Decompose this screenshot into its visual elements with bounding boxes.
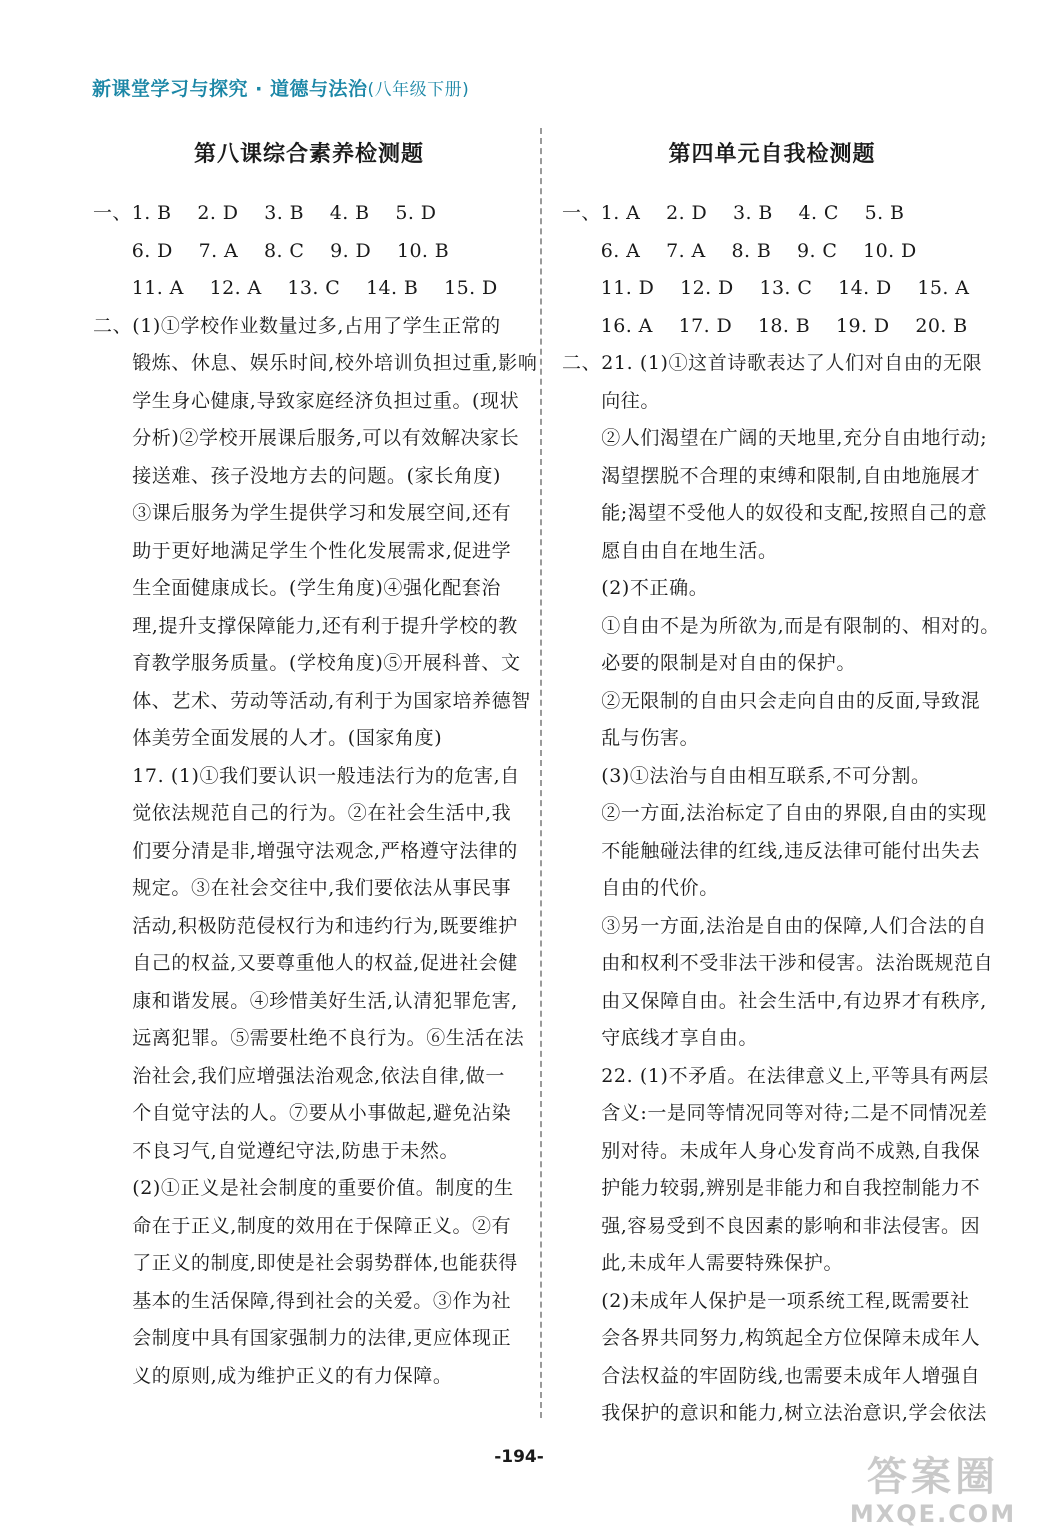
- answer-line: 治社会,我们应增强法治观念,依法自律,做一: [93, 1064, 505, 1087]
- answer-line: ①自由不是为所欲为,而是有限制的、相对的。: [562, 614, 1000, 637]
- answer-line: (2)不正确。: [562, 577, 709, 599]
- answer-line: 此,未成年人需要特殊保护。: [562, 1252, 844, 1274]
- answer-line: (2)①正义是社会制度的重要价值。制度的生: [93, 1177, 514, 1199]
- answer-line: 义的原则,成为维护正义的有力保障。: [93, 1364, 453, 1387]
- answer-line: 16. A 17. D 18. B 19. D 20. B: [562, 314, 968, 337]
- book-title: 新课堂学习与探究 · 道德与法治: [92, 78, 368, 100]
- right-column: [562, 138, 1000, 1433]
- answer-line: 活动,积极防范侵权行为和违约行为,既要维护: [93, 914, 518, 937]
- answer-line: 一、1. A 2. D 3. B 4. C 5. B: [562, 202, 905, 224]
- column-divider: [540, 128, 542, 1418]
- answer-line: 觉依法规范自己的行为。②在社会生活中,我: [93, 802, 512, 824]
- answer-line: 规定。③在社会交往中,我们要依法从事民事: [93, 877, 512, 899]
- answer-line: 育教学服务质量。(学校角度)⑤开展科普、文: [93, 652, 521, 674]
- answer-line: 11. A 12. A 13. C 14. B 15. D: [93, 277, 498, 299]
- answer-line: 6. A 7. A 8. B 9. C 10. D: [562, 239, 917, 262]
- answer-line: 必要的限制是对自由的保护。: [562, 652, 857, 674]
- answer-line: 愿自由自在地生活。: [562, 539, 778, 562]
- watermark-text-cn: 答案圈: [867, 1454, 999, 1500]
- answer-line: 生全面健康成长。(学生角度)④强化配套治: [93, 577, 502, 599]
- answer-line: 助于更好地满足学生个性化发展需求,促进学: [93, 539, 512, 562]
- answer-line: 体美劳全面发展的人才。(国家角度): [93, 727, 443, 749]
- answer-line: 个自觉守法的人。⑦要从小事做起,避免沾染: [93, 1102, 512, 1124]
- answer-line: 会各界共同努力,构筑起全方位保障未成年人: [562, 1327, 981, 1349]
- answer-line: 锻炼、休息、娱乐时间,校外培训负担过重,影响: [93, 352, 538, 374]
- answer-line: 由又保障自由。社会生活中,有边界才有秩序,: [562, 989, 987, 1012]
- answer-line: 6. D 7. A 8. C 9. D 10. B: [93, 239, 450, 262]
- answer-line: 接送难、孩子没地方去的问题。(家长角度): [93, 464, 502, 487]
- answer-line: ③另一方面,法治是自由的保障,人们合法的自: [562, 914, 987, 937]
- right-section-title: 第四单元自我检测题: [668, 141, 876, 167]
- answer-line: 含义:一是同等情况同等对待;二是不同情况差: [562, 1102, 988, 1124]
- page-number: -194-: [494, 1447, 544, 1467]
- answer-line: 一、1. B 2. D 3. B 4. B 5. D: [93, 202, 437, 224]
- answer-line: 自由的代价。: [562, 877, 719, 899]
- answer-line: 不良习气,自觉遵纪守法,防患于未然。: [93, 1139, 460, 1162]
- answer-line: 乱与伤害。: [562, 727, 700, 749]
- watermark-logo: [838, 1455, 1028, 1533]
- answer-line: 学生身心健康,导致家庭经济负担过重。(现状: [93, 389, 520, 412]
- left-answer-lines: [93, 195, 538, 1395]
- answer-line: 由和权利不受非法干涉和侵害。法治既规范自: [562, 952, 994, 974]
- answer-line: 理,提升支撑保障能力,还有利于提升学校的教: [93, 614, 518, 637]
- answer-line: 11. D 12. D 13. C 14. D 15. A: [562, 277, 970, 299]
- answer-line: 了正义的制度,即使是社会弱势群体,也能获得: [93, 1252, 518, 1274]
- right-answer-lines: [562, 195, 1000, 1433]
- answer-line: 分析)②学校开展课后服务,可以有效解决家长: [93, 427, 520, 449]
- answer-line: (3)①法治与自由相互联系,不可分割。: [562, 764, 931, 787]
- answer-line: 合法权益的牢固防线,也需要未成年人增强自: [562, 1364, 981, 1387]
- answer-line: 22. (1)不矛盾。在法律意义上,平等具有两层: [562, 1064, 989, 1087]
- left-section-title: 第八课综合素养检测题: [193, 141, 424, 167]
- answer-line: 康和谐发展。④珍惜美好生活,认清犯罪危害,: [93, 989, 518, 1012]
- answer-line: 不能触碰法律的红线,违反法律可能付出失去: [562, 839, 981, 862]
- answer-line: 守底线才享自由。: [562, 1027, 759, 1049]
- answer-line: 渴望摆脱不合理的束缚和限制,自由地施展才: [562, 464, 981, 487]
- book-grade: (八年级下册): [367, 80, 470, 100]
- answer-line: 基本的生活保障,得到社会的关爱。③作为社: [93, 1289, 512, 1312]
- answer-line: 向往。: [562, 389, 661, 412]
- answer-line: ②一方面,法治标定了自由的界限,自由的实现: [562, 802, 987, 824]
- answer-line: 强,容易受到不良因素的影响和非法侵害。因: [562, 1214, 981, 1237]
- answer-line: 自己的权益,又要尊重他人的权益,促进社会健: [93, 952, 518, 974]
- answer-line: 我保护的意识和能力,树立法治意识,学会依法: [562, 1402, 987, 1424]
- book-header: [92, 74, 469, 101]
- watermark-text-en: MXQE.COM: [849, 1500, 1017, 1528]
- answer-line: ③课后服务为学生提供学习和发展空间,还有: [93, 502, 512, 524]
- answer-line: 别对待。未成年人身心发育尚不成熟,自我保: [562, 1139, 981, 1162]
- answer-line: 体、艺术、劳动等活动,有利于为国家培养德智: [93, 689, 531, 712]
- answer-line: 会制度中具有国家强制力的法律,更应体现正: [93, 1327, 512, 1349]
- answer-line: 远离犯罪。⑤需要杜绝不良行为。⑥生活在法: [93, 1027, 525, 1049]
- answer-line: ②人们渴望在广阔的天地里,充分自由地行动;: [562, 427, 988, 449]
- answer-line: 们要分清是非,增强守法观念,严格遵守法律的: [93, 839, 518, 862]
- answer-line: 能;渴望不受他人的奴役和支配,按照自己的意: [562, 502, 988, 524]
- answer-line: ②无限制的自由只会走向自由的反面,导致混: [562, 689, 981, 712]
- answer-line: 护能力较弱,辨别是非能力和自我控制能力不: [562, 1177, 981, 1199]
- answer-line: 17. (1)①我们要认识一般违法行为的危害,自: [93, 764, 520, 787]
- answer-line: (2)未成年人保护是一项系统工程,既需要社: [562, 1289, 970, 1312]
- answer-line: 二、(1)①学校作业数量过多,占用了学生正常的: [93, 314, 501, 337]
- left-column: [93, 138, 538, 1395]
- answer-line: 命在于正义,制度的效用在于保障正义。②有: [93, 1214, 512, 1237]
- answer-line: 二、21. (1)①这首诗歌表达了人们对自由的无限: [562, 352, 983, 374]
